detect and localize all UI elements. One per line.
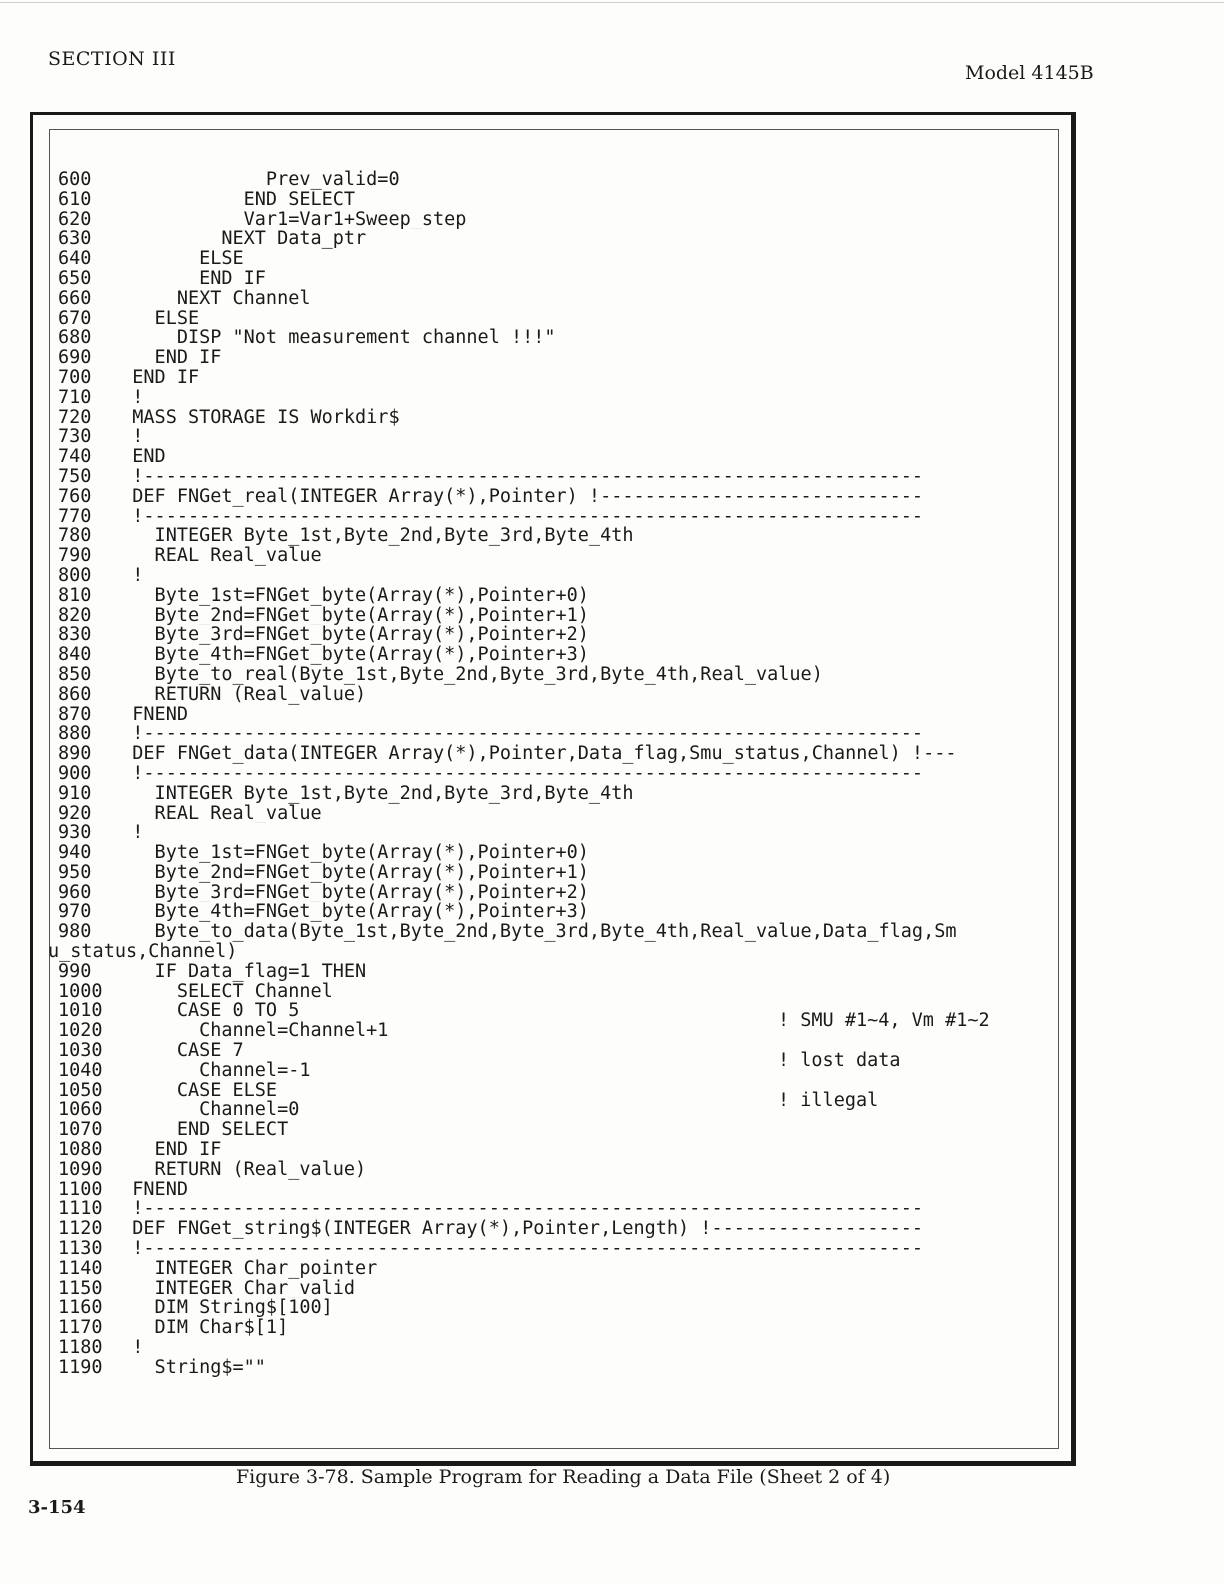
line-text: NEXT Data_ptr — [110, 229, 367, 250]
line-number: 650 — [58, 268, 92, 289]
line-number: 1050 — [58, 1080, 103, 1101]
line-number: 1020 — [58, 1021, 103, 1042]
line-text: DEF FNGet_string$(INTEGER Array(*),Pointer,Length) !------------------- — [110, 1219, 924, 1240]
line-number: 1010 — [58, 1001, 103, 1022]
line-number: 930 — [58, 823, 92, 844]
code-line — [58, 546, 1048, 566]
line-number: 1160 — [58, 1298, 103, 1319]
line-text: INTEGER Char_pointer — [110, 1258, 378, 1279]
line-text: ! — [110, 427, 144, 448]
line-text: Byte_3rd=FNGet_byte(Array(*),Pointer+2) — [110, 625, 589, 646]
comment-smu: ! SMU #1~4, Vm #1~2 — [778, 1010, 990, 1031]
line-text: Channel=0 — [110, 1100, 300, 1121]
code-line — [58, 962, 1048, 982]
code-line — [58, 883, 1048, 903]
code-line — [58, 784, 1048, 804]
line-text: CASE ELSE — [110, 1080, 278, 1101]
code-line — [58, 269, 1048, 289]
code-line — [58, 190, 1048, 210]
line-number: 620 — [58, 209, 92, 230]
line-text: END IF — [110, 367, 200, 388]
code-line — [58, 1219, 1048, 1239]
line-text: END IF — [110, 268, 266, 289]
line-text: SELECT Channel — [110, 981, 333, 1002]
line-number: 760 — [58, 486, 92, 507]
line-number: 950 — [58, 862, 92, 883]
line-number: 890 — [58, 744, 92, 764]
code-line — [58, 1100, 1048, 1120]
line-text: FNEND — [110, 1179, 188, 1200]
line-text: Byte_2nd=FNGet_byte(Array(*),Pointer+1) — [110, 862, 589, 883]
line-number: 630 — [58, 229, 92, 250]
line-text: Byte_to_data(Byte_1st,Byte_2nd,Byte_3rd,Byte_4th,Real_value,Data_flag,Sm — [110, 922, 957, 943]
line-number: 970 — [58, 902, 92, 923]
line-number: 1090 — [58, 1159, 103, 1180]
code-line — [58, 487, 1048, 507]
line-number: 980 — [58, 922, 92, 943]
line-text: ! — [110, 565, 144, 586]
line-text: Byte_3rd=FNGet_byte(Array(*),Pointer+2) — [110, 882, 589, 903]
line-text: IF Data_flag=1 THEN — [110, 961, 367, 982]
line-text: Byte_1st=FNGet_byte(Array(*),Pointer+0) — [110, 843, 589, 863]
line-text: INTEGER Char_valid — [110, 1278, 356, 1299]
code-line — [58, 408, 1048, 428]
line-text: Byte_4th=FNGet_byte(Array(*),Pointer+3) — [110, 902, 589, 923]
code-line — [58, 1298, 1048, 1318]
line-text: Byte_4th=FNGet_byte(Array(*),Pointer+3) — [110, 645, 589, 665]
code-line — [58, 705, 1048, 725]
code-line — [48, 942, 1048, 962]
line-text: END IF — [110, 1140, 222, 1160]
line-text: ELSE — [110, 249, 244, 269]
code-line — [58, 922, 1048, 942]
line-number: 1190 — [58, 1357, 103, 1378]
code-line — [58, 685, 1048, 705]
code-line — [58, 309, 1048, 329]
line-text: ELSE — [110, 308, 200, 329]
line-number: 700 — [58, 367, 92, 388]
line-number: 680 — [58, 328, 92, 349]
line-number: 720 — [58, 407, 92, 428]
line-text: Channel=Channel+1 — [110, 1021, 389, 1042]
code-line — [58, 1160, 1048, 1180]
line-number: 800 — [58, 565, 92, 586]
code-line — [58, 388, 1048, 408]
code-line — [58, 863, 1048, 883]
line-text: DIM String$[100] — [110, 1298, 333, 1319]
code-line — [58, 645, 1048, 665]
code-line — [58, 1279, 1048, 1299]
line-text: END — [110, 447, 166, 467]
line-text: RETURN (Real_value) — [110, 684, 367, 705]
line-number: 730 — [58, 427, 92, 448]
line-number: 1060 — [58, 1100, 103, 1121]
line-text: END SELECT — [110, 189, 356, 210]
line-text: !---------------------------------------------------------------------- — [110, 724, 924, 745]
line-number: 610 — [58, 189, 92, 210]
line-text: DEF FNGet_data(INTEGER Array(*),Pointer,Data_flag,Smu_status,Channel) !--- — [110, 744, 957, 764]
code-line — [58, 1120, 1048, 1140]
line-text: INTEGER Byte_1st,Byte_2nd,Byte_3rd,Byte_4th — [110, 526, 634, 547]
code-line — [58, 804, 1048, 824]
line-text: Prev_valid=0 — [110, 170, 400, 190]
line-number: 1100 — [58, 1179, 103, 1200]
line-number: 1070 — [58, 1120, 103, 1141]
code-line — [58, 1358, 1048, 1378]
line-number: 860 — [58, 684, 92, 705]
line-number: 660 — [58, 288, 92, 309]
line-number: 670 — [58, 308, 92, 329]
line-number: 780 — [58, 526, 92, 547]
line-number: 1110 — [58, 1199, 103, 1220]
line-text: DIM Char$[1] — [110, 1318, 289, 1339]
line-text: END SELECT — [110, 1120, 289, 1141]
line-number: 740 — [58, 447, 92, 467]
code-line — [58, 289, 1048, 309]
figure-caption: Figure 3-78. Sample Program for Reading a Data File (Sheet 2 of 4) — [236, 1466, 891, 1488]
code-line — [58, 744, 1048, 764]
line-number: 840 — [58, 645, 92, 665]
code-line — [58, 724, 1048, 744]
line-number: 1030 — [58, 1041, 103, 1061]
line-text: !---------------------------------------------------------------------- — [110, 1239, 924, 1259]
line-number: 850 — [58, 664, 92, 685]
code-line — [58, 1180, 1048, 1200]
code-line — [58, 764, 1048, 784]
line-text: CASE 0 TO 5 — [110, 1001, 300, 1022]
line-number: 920 — [58, 803, 92, 824]
code-line — [58, 823, 1048, 843]
line-text: ! — [110, 823, 144, 844]
code-line — [58, 902, 1048, 922]
line-number: 1170 — [58, 1318, 103, 1339]
line-number: 1130 — [58, 1239, 103, 1259]
code-line — [58, 1199, 1048, 1219]
code-line — [58, 566, 1048, 586]
page-number: 3-154 — [28, 1497, 86, 1518]
code-line — [58, 210, 1048, 230]
code-line — [58, 1081, 1048, 1101]
line-number: 790 — [58, 546, 92, 566]
line-number: 1000 — [58, 981, 103, 1002]
code-line — [58, 368, 1048, 388]
line-number: 1140 — [58, 1258, 103, 1279]
code-line — [58, 526, 1048, 546]
line-text: u_status,Channel) — [48, 942, 238, 962]
line-number: 990 — [58, 961, 92, 982]
code-line — [58, 1259, 1048, 1279]
line-text: DISP "Not measurement channel !!!" — [110, 328, 556, 349]
line-text: ! — [110, 387, 144, 408]
scan-top-edge — [0, 2, 1224, 3]
line-text: Byte_1st=FNGet_byte(Array(*),Pointer+0) — [110, 585, 589, 606]
line-number: 810 — [58, 585, 92, 606]
comment-illegal: ! illegal — [778, 1090, 879, 1111]
line-text: RETURN (Real_value) — [110, 1159, 367, 1180]
line-text: INTEGER Byte_1st,Byte_2nd,Byte_3rd,Byte_4th — [110, 783, 634, 804]
code-line — [58, 606, 1048, 626]
code-line — [58, 507, 1048, 527]
line-text: Channel=-1 — [110, 1060, 311, 1081]
line-text: !---------------------------------------------------------------------- — [110, 466, 924, 487]
line-number: 770 — [58, 506, 92, 527]
line-text: REAL Real_value — [110, 803, 322, 824]
code-line — [58, 249, 1048, 269]
line-number: 640 — [58, 249, 92, 269]
model-heading: Model 4145B — [965, 62, 1094, 84]
line-number: 1080 — [58, 1140, 103, 1160]
line-number: 1150 — [58, 1278, 103, 1299]
code-line — [58, 348, 1048, 368]
line-text: !---------------------------------------------------------------------- — [110, 1199, 924, 1220]
line-text: REAL Real_value — [110, 546, 322, 566]
code-line — [58, 843, 1048, 863]
line-text: Byte_to_real(Byte_1st,Byte_2nd,Byte_3rd,Byte_4th,Real_value) — [110, 664, 823, 685]
code-line — [58, 665, 1048, 685]
line-number: 1180 — [58, 1338, 103, 1358]
line-number: 960 — [58, 882, 92, 903]
line-number: 600 — [58, 170, 92, 190]
comment-lost-data: ! lost data — [778, 1050, 901, 1071]
code-line — [58, 229, 1048, 249]
program-listing — [48, 170, 1048, 1378]
code-line — [58, 467, 1048, 487]
code-line — [58, 170, 1048, 190]
line-text: MASS STORAGE IS Workdir$ — [110, 407, 400, 428]
line-text: !---------------------------------------------------------------------- — [110, 763, 924, 784]
line-number: 900 — [58, 763, 92, 784]
line-text: Byte_2nd=FNGet_byte(Array(*),Pointer+1) — [110, 605, 589, 626]
code-line — [58, 427, 1048, 447]
line-number: 830 — [58, 625, 92, 646]
line-text: String$="" — [110, 1357, 266, 1378]
line-number: 880 — [58, 724, 92, 745]
code-line — [58, 447, 1048, 467]
line-number: 1120 — [58, 1219, 103, 1240]
line-text: NEXT Channel — [110, 288, 311, 309]
code-line — [58, 1140, 1048, 1160]
code-line — [58, 1239, 1048, 1259]
code-line — [58, 982, 1048, 1002]
line-number: 870 — [58, 704, 92, 725]
code-line — [58, 328, 1048, 348]
line-text: END IF — [110, 348, 222, 368]
code-line — [58, 1338, 1048, 1358]
line-text: DEF FNGet_real(INTEGER Array(*),Pointer) !----------------------------- — [110, 486, 924, 507]
line-text: CASE 7 — [110, 1041, 244, 1061]
section-heading: SECTION III — [48, 48, 176, 70]
code-line — [58, 625, 1048, 645]
line-number: 750 — [58, 466, 92, 487]
line-number: 690 — [58, 348, 92, 368]
code-line — [58, 586, 1048, 606]
line-number: 1040 — [58, 1060, 103, 1081]
line-number: 710 — [58, 387, 92, 408]
line-text: FNEND — [110, 704, 188, 725]
line-number: 820 — [58, 605, 92, 626]
code-line — [58, 1318, 1048, 1338]
line-text: Var1=Var1+Sweep_step — [110, 209, 467, 230]
line-number: 910 — [58, 783, 92, 804]
line-number: 940 — [58, 843, 92, 863]
line-text: !---------------------------------------------------------------------- — [110, 506, 924, 527]
line-text: ! — [110, 1338, 144, 1358]
